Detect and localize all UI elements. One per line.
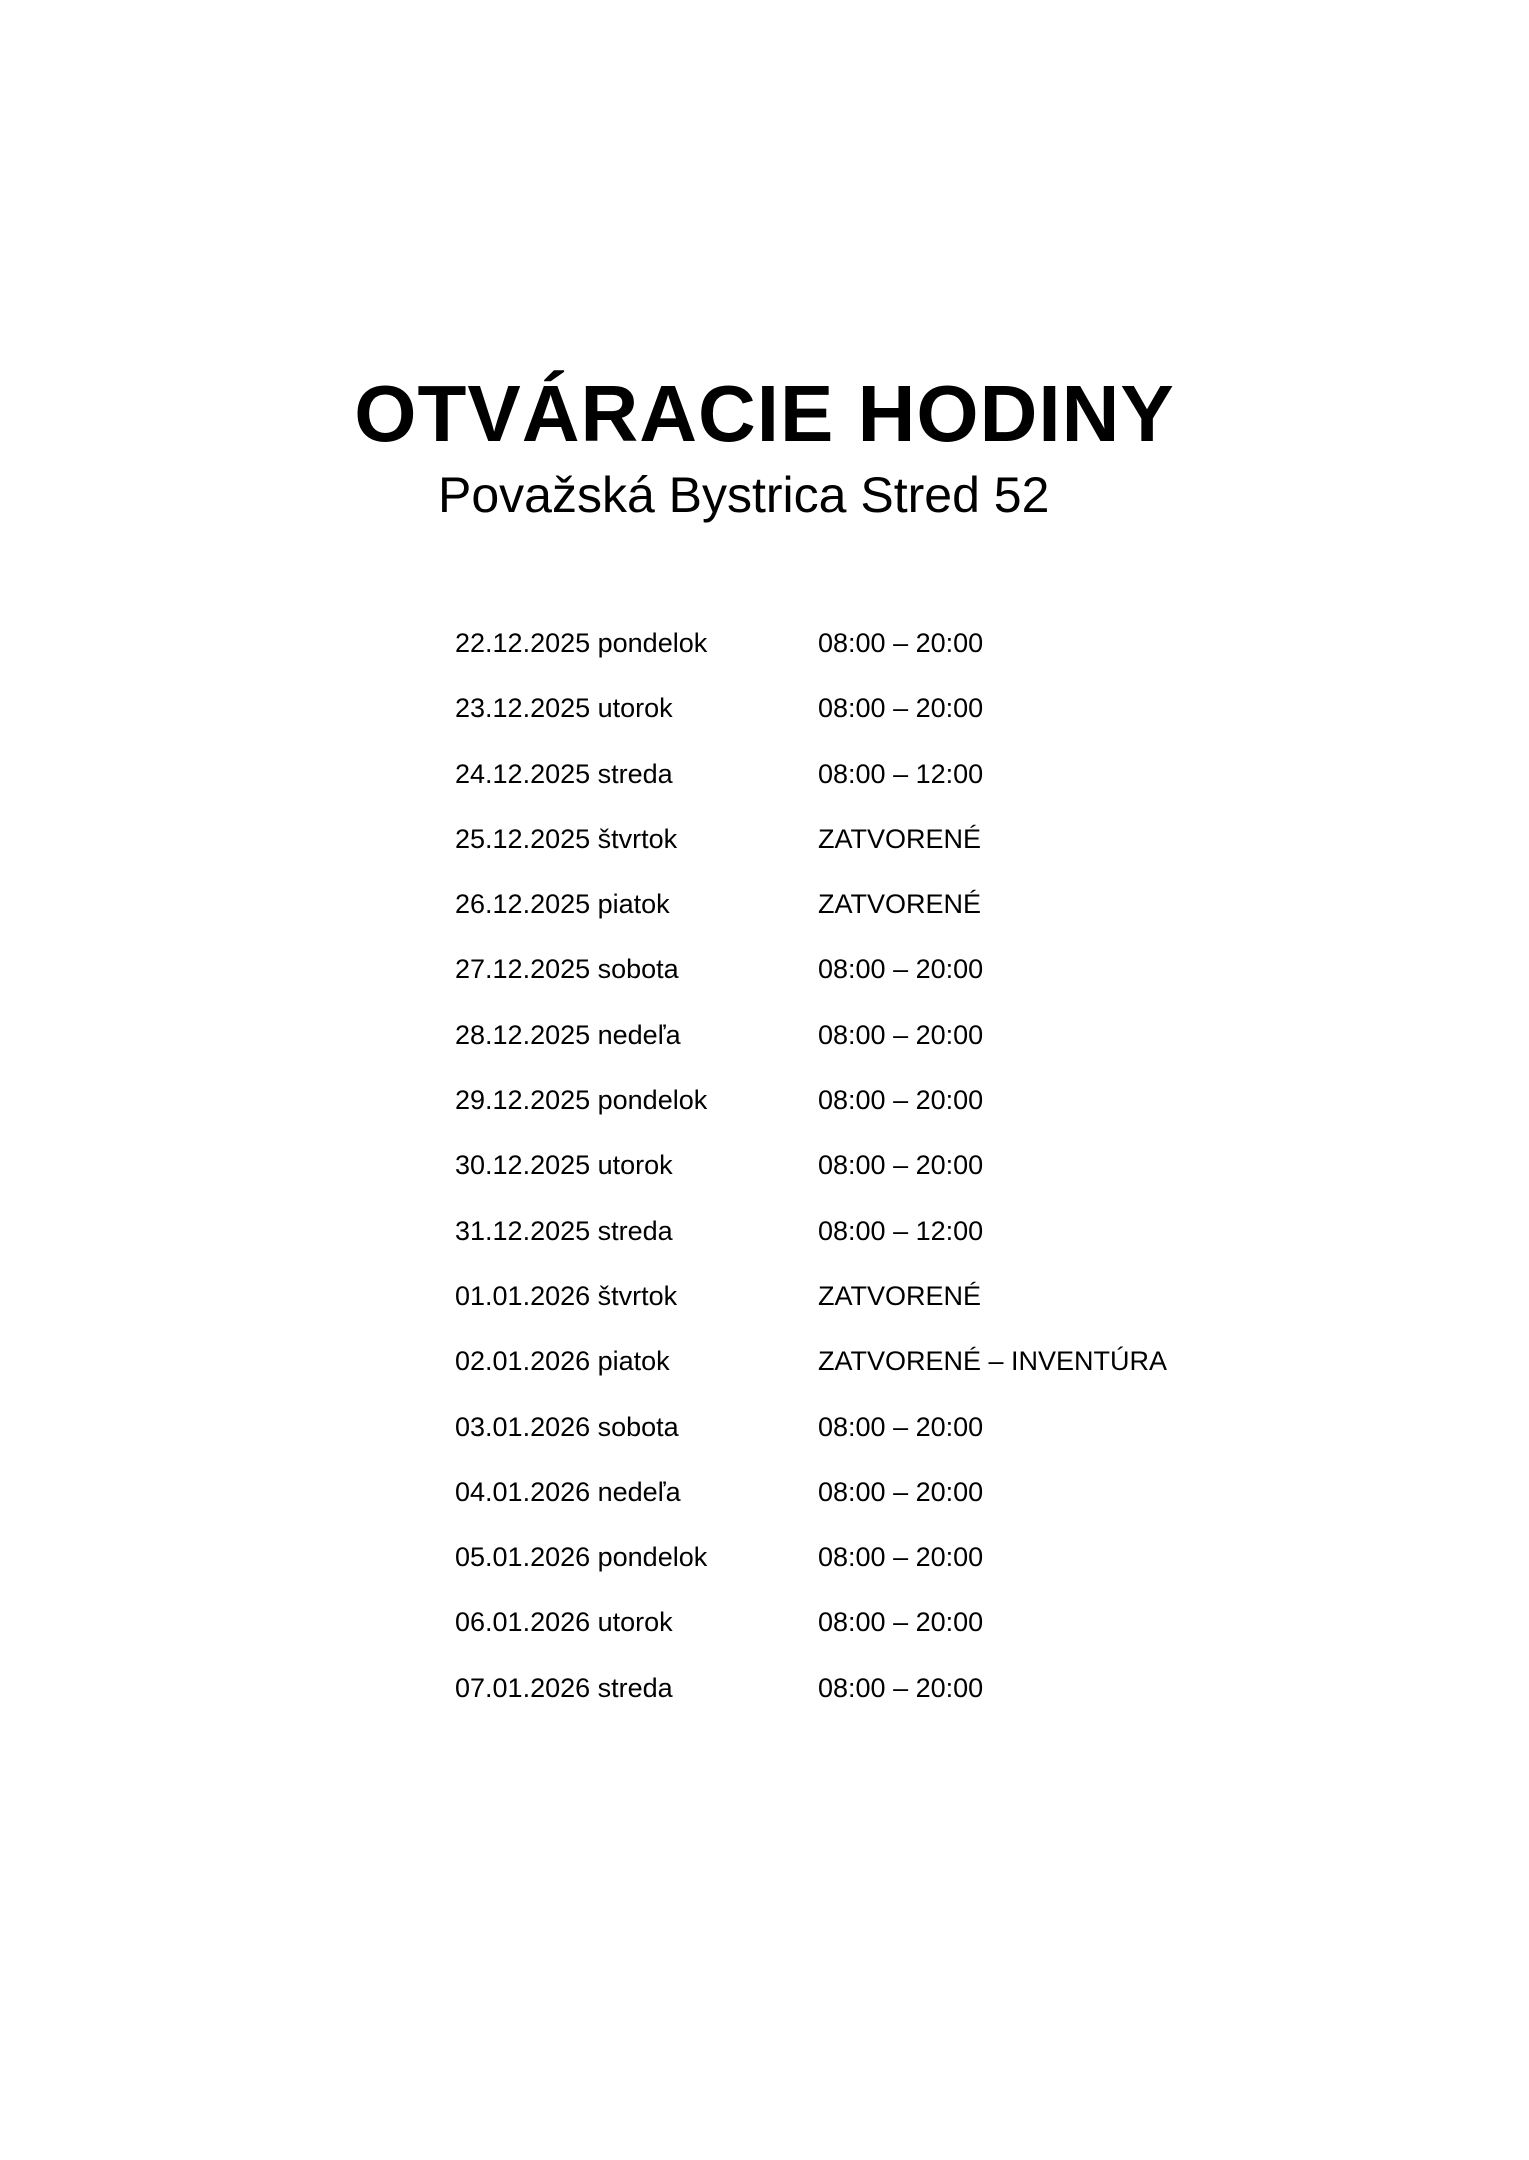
schedule-date: 05.01.2026 pondelok	[455, 1542, 708, 1573]
schedule-hours: 08:00 – 20:00	[818, 1150, 984, 1181]
schedule-row	[455, 891, 1355, 956]
schedule-date: 28.12.2025 nedeľa	[455, 1019, 681, 1050]
schedule-date: 25.12.2025 štvrtok	[455, 823, 678, 854]
schedule-date: 29.12.2025 pondelok	[455, 1085, 708, 1116]
schedule-hours: 08:00 – 20:00	[818, 628, 984, 658]
schedule-row	[455, 695, 1355, 760]
schedule-date: 22.12.2025 pondelok	[455, 628, 708, 658]
schedule-row	[455, 758, 1355, 826]
schedule-row	[455, 1348, 1355, 1413]
schedule-row	[455, 1087, 1355, 1152]
schedule-date: 01.01.2026 štvrtok	[455, 1280, 678, 1311]
schedule-hours: 08:00 – 12:00	[818, 758, 984, 789]
schedule-date: 31.12.2025 streda	[455, 1215, 673, 1246]
schedule-hours: 08:00 – 20:00	[818, 1542, 984, 1573]
schedule-hours: 08:00 – 20:00	[818, 1476, 984, 1507]
schedule-row	[455, 1280, 1355, 1348]
schedule-row	[455, 630, 1355, 695]
schedule-hours: 08:00 – 20:00	[818, 954, 984, 985]
schedule-row	[455, 956, 1355, 1021]
schedule-hours: ZATVORENÉ	[818, 823, 982, 854]
schedule-date: 03.01.2026 sobota	[455, 1411, 679, 1442]
schedule-hours: 08:00 – 20:00	[818, 693, 984, 724]
schedule-date: 23.12.2025 utorok	[455, 693, 673, 724]
schedule-date: 02.01.2026 piatok	[455, 1346, 670, 1377]
schedule-hours: 08:00 – 20:00	[818, 1607, 984, 1638]
schedule-row	[455, 1476, 1355, 1544]
schedule-hours: 08:00 – 20:00	[818, 1411, 984, 1442]
schedule-date: 06.01.2026 utorok	[455, 1607, 673, 1638]
schedule-hours: ZATVORENÉ	[818, 1280, 982, 1311]
schedule-date: 04.01.2026 nedeľa	[455, 1476, 681, 1507]
schedule-row	[455, 823, 1355, 891]
schedule-hours: 08:00 – 20:00	[818, 1019, 984, 1050]
schedule-row	[455, 1411, 1355, 1479]
schedule-date: 27.12.2025 sobota	[455, 954, 679, 985]
page-title: OTVÁRACIE HODINY	[354, 368, 1175, 458]
schedule-date: 30.12.2025 utorok	[455, 1150, 673, 1181]
opening-hours-list	[455, 630, 1355, 1740]
schedule-hours: 08:00 – 20:00	[818, 1085, 984, 1116]
schedule-date: 26.12.2025 piatok	[455, 889, 670, 920]
schedule-hours: ZATVORENÉ	[818, 889, 982, 920]
schedule-row	[455, 1672, 1355, 1740]
schedule-row	[455, 1544, 1355, 1609]
schedule-row	[455, 1152, 1355, 1217]
schedule-date: 24.12.2025 streda	[455, 758, 673, 789]
schedule-date: 07.01.2026 streda	[455, 1672, 673, 1703]
schedule-hours: 08:00 – 20:00	[818, 1672, 984, 1703]
store-location: Považská Bystrica Stred 52	[438, 467, 1050, 523]
schedule-row	[455, 1215, 1355, 1283]
schedule-hours: ZATVORENÉ – INVENTÚRA	[818, 1346, 1168, 1377]
schedule-row	[455, 1019, 1355, 1087]
schedule-hours: 08:00 – 12:00	[818, 1215, 984, 1246]
schedule-row	[455, 1609, 1355, 1674]
